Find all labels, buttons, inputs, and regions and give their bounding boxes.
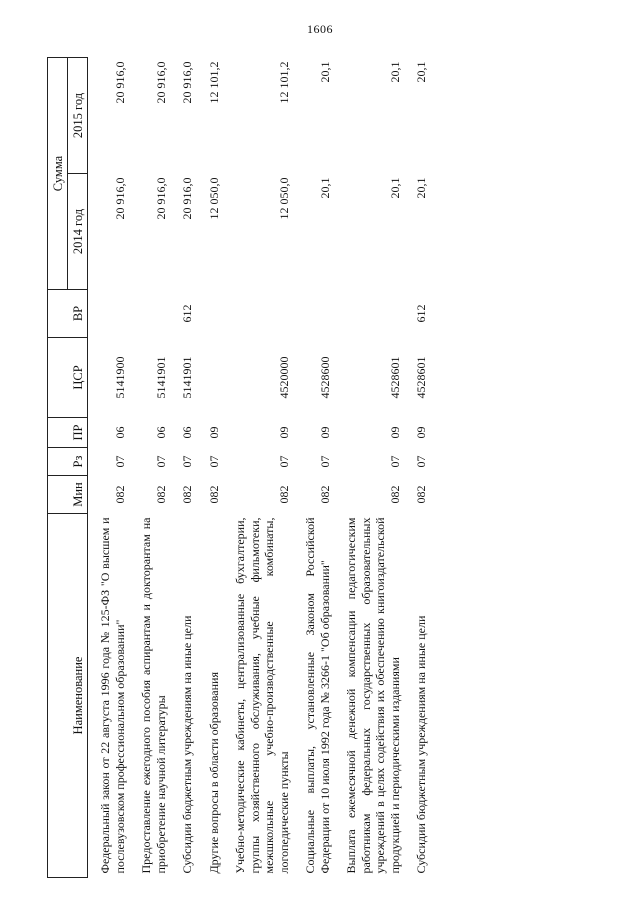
header-csr: ЦСР [48, 338, 88, 418]
row-2014: 12 050,0 [206, 177, 221, 220]
row-2015: 20 916,0 [153, 61, 168, 104]
header-sum: Сумма [48, 58, 68, 290]
row-min: 082 [387, 485, 402, 504]
row-2014: 20,1 [414, 177, 428, 199]
row-name: Учебно-методические кабинеты, централизованные бухгалтерии, группы хозяйственного обслуживания, учебные фильмотеки, межшкольные учебно-производственные комбинаты, логопедические пункты [233, 517, 291, 874]
header-2015: 2015 год [68, 58, 88, 174]
table-row [404, 58, 431, 878]
header-min: Мин [48, 476, 88, 514]
row-pr: 09 [414, 426, 428, 439]
budget-table [47, 57, 431, 878]
row-pr: 09 [387, 426, 402, 439]
row-pr: 09 [276, 426, 291, 439]
row-name: Другие вопросы в области образования [206, 672, 221, 874]
row-2014: 20 916,0 [112, 177, 127, 220]
row-csr: 5141900 [112, 356, 127, 399]
row-vr [293, 290, 334, 338]
row-2014: 20,1 [387, 177, 402, 199]
row-pr: 09 [317, 426, 332, 439]
header-pr: ПР [48, 418, 88, 448]
row-min: 082 [153, 485, 168, 504]
row-csr: 4520000 [276, 356, 291, 399]
row-vr [334, 290, 404, 338]
row-vr [197, 290, 224, 338]
row-2015: 12 101,2 [206, 61, 221, 104]
row-2015: 20 916,0 [112, 61, 127, 104]
row-csr: 5141901 [180, 356, 194, 399]
row-rz: 07 [414, 455, 428, 468]
row-2014: 20,1 [317, 177, 332, 199]
row-pr: 06 [112, 426, 127, 439]
row-pr: 06 [153, 426, 168, 439]
page-number: 1606 [307, 22, 333, 36]
row-csr: 4528600 [317, 356, 332, 399]
row-min: 082 [317, 485, 332, 504]
row-vr [223, 290, 293, 338]
row-rz: 07 [112, 455, 127, 468]
header-vr: ВР [48, 290, 88, 338]
row-csr: 4528601 [414, 356, 428, 399]
row-rz: 07 [153, 455, 168, 468]
row-2014: 12 050,0 [276, 177, 291, 220]
row-2015: 20,1 [387, 61, 402, 83]
table-row [129, 58, 170, 878]
table-row [334, 58, 404, 878]
row-csr [197, 338, 224, 418]
row-vr: 612 [414, 304, 428, 323]
row-vr [129, 290, 170, 338]
header-name: Наименование [48, 514, 88, 878]
table-row [223, 58, 293, 878]
row-2015: 20,1 [414, 61, 428, 83]
header-rz: Рз [48, 448, 88, 476]
row-rz: 07 [180, 455, 194, 468]
table-row [170, 58, 197, 878]
row-pr: 09 [206, 426, 221, 439]
row-csr: 5141901 [153, 356, 168, 399]
row-rz: 07 [206, 455, 221, 468]
table-row [88, 58, 130, 878]
row-min: 082 [206, 485, 221, 504]
row-min: 082 [180, 485, 194, 504]
table-row [197, 58, 224, 878]
row-2015: 12 101,2 [276, 61, 291, 104]
table-row [293, 58, 334, 878]
row-pr: 06 [180, 426, 194, 439]
row-vr [88, 290, 130, 338]
row-min: 082 [414, 485, 428, 504]
row-name: Предоставление ежегодного пособия аспирантам и докторантам на приобретение научной литературы [139, 517, 168, 874]
row-name: Федеральный закон от 22 августа 1996 года № 125-ФЗ "О высшем и послевузовском профессиональном образовании" [98, 517, 127, 874]
row-rz: 07 [276, 455, 291, 468]
row-min: 082 [276, 485, 291, 504]
header-2014: 2014 год [68, 174, 88, 290]
row-csr: 4528601 [387, 356, 402, 399]
row-2015: 20,1 [317, 61, 332, 83]
rotated-page [47, 28, 640, 878]
row-min: 082 [112, 485, 127, 504]
row-2015: 20 916,0 [180, 61, 194, 104]
row-rz: 07 [387, 455, 402, 468]
row-name: Выплата ежемесячной денежной компенсации педагогическим работникам федеральных государственных образовательных учреждений в целях содействия их обеспечению книгоиздательской продукцией и периодическими изданиями [344, 517, 402, 874]
row-name: Субсидии бюджетным учреждениям на иные цели [414, 615, 428, 874]
row-name: Субсидии бюджетным учреждениям на иные цели [180, 615, 194, 874]
row-rz: 07 [317, 455, 332, 468]
row-2014: 20 916,0 [180, 177, 194, 220]
row-name: Социальные выплаты, установленные Законом Российской Федерации от 10 июля 1992 года № 3266-1 "Об образовании" [303, 517, 332, 874]
row-vr: 612 [180, 304, 194, 323]
row-2014: 20 916,0 [153, 177, 168, 220]
